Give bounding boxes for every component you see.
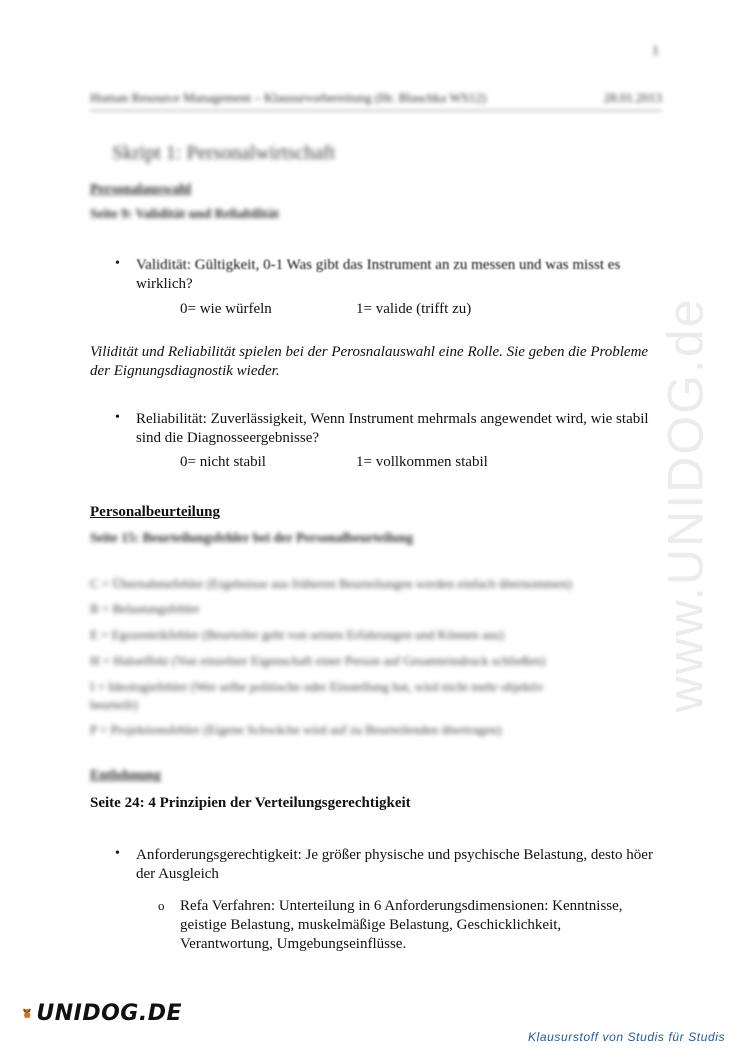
section-heading-personalbeurteilung: Personalbeurteilung xyxy=(90,504,220,520)
logo-text: UNIDOG.DE xyxy=(36,1000,182,1026)
bullet-marker: • xyxy=(115,846,120,861)
section-heading-personalauswahl: Personalauswahl xyxy=(90,182,192,197)
header-course: Human Resource Management – Klausurvorbereitung (Hr. Blaschka WS12) xyxy=(90,90,487,105)
sub-bullet-marker: o xyxy=(158,898,165,913)
subheading-beurteilungsfehler: Seite 15: Beurteilungsfehler bei der Personalbeurteilung xyxy=(90,530,414,545)
list-item: C = Übernahmefehler (Ergebnisse aus früheren Beurteilungen werden einfach übernommen) xyxy=(90,576,572,591)
running-header xyxy=(90,90,662,111)
sub-bullet-refa-line3: Verantwortung, Umgebungseinflüsse. xyxy=(180,936,407,952)
bullet-anforderung-line1: Anforderungsgerechtigkeit: Je größer physische und psychische Belastung, desto höer xyxy=(136,847,653,863)
document-title: Skript 1: Personalwirtschaft xyxy=(112,142,336,164)
bullet-reliabilitaet-line2: sind die Diagnosseergebnisse? xyxy=(136,430,320,446)
bullet-marker: • xyxy=(115,256,120,271)
bullet-validitaet-line2: wirklich? xyxy=(136,276,193,292)
sub-bullet-refa-line1: Refa Verfahren: Unterteilung in 6 Anforderungsdimensionen: Kenntnisse, xyxy=(180,898,623,914)
list-item: beurteilt) xyxy=(90,697,138,712)
watermark: www.UNIDOG.de xyxy=(657,297,713,713)
footer-tagline: Klausurstoff von Studis für Studis xyxy=(528,1030,726,1044)
note-line1: Vilidität und Reliabilität spielen bei der Perosnalauswahl eine Rolle. Sie geben die Probleme xyxy=(90,344,649,360)
bullet-anforderung-line2: der Ausgleich xyxy=(136,866,219,882)
sub-bullet-refa-line2: geistige Belastung, muskelmäßige Belastung, Geschicklichkeit, xyxy=(180,917,562,933)
scale-reliabilitaet-low: 0= nicht stabil xyxy=(180,454,266,470)
bullet-validitaet-line1: Validität: Gültigkeit, 0-1 Was gibt das Instrument an zu messen und was misst es xyxy=(136,257,621,273)
header-date: 28.01.2013 xyxy=(603,90,662,105)
page-number: 1 xyxy=(652,44,659,59)
scale-reliabilitaet-high: 1= vollkommen stabil xyxy=(356,454,488,470)
subheading-verteilungsgerechtigkeit: Seite 24: 4 Prinzipien der Verteilungsgerechtigkeit xyxy=(90,795,411,811)
note-line2: der Eignungsdiagnostik wieder. xyxy=(90,363,280,379)
scale-validitaet-low: 0= wie würfeln xyxy=(180,301,272,317)
list-item: B = Belastungsfehler xyxy=(90,601,200,616)
list-item: P = Projektionsfehler (Eigene Schwäche wird auf zu Beurteilenden übertragen) xyxy=(90,722,502,737)
bullet-marker: • xyxy=(115,410,120,425)
bullet-reliabilitaet-line1: Reliabilität: Zuverlässigkeit, Wenn Instrument mehrmals angewendet wird, wie stabil xyxy=(136,411,649,427)
list-item: I = Ideologiefehler (Wer selbe politische oder Einstellung hat, wird nicht mehr objektiv xyxy=(90,679,544,694)
list-item: H = Haloeffekt (Von einzelner Eigenschaft einer Person auf Gesamteindruck schließen) xyxy=(90,653,546,668)
scale-validitaet-high: 1= valide (trifft zu) xyxy=(356,301,472,317)
subheading-validitaet: Seite 9: Validität und Reliabilität xyxy=(90,206,280,221)
footer-logo xyxy=(22,990,182,1036)
list-item: E = Egozentrikfehler (Beurteiler geht von seinen Erfahrungen und Können aus) xyxy=(90,627,504,642)
section-heading-entlohnung: Entlohnung xyxy=(90,768,161,783)
dog-mascot-icon xyxy=(22,991,32,1035)
